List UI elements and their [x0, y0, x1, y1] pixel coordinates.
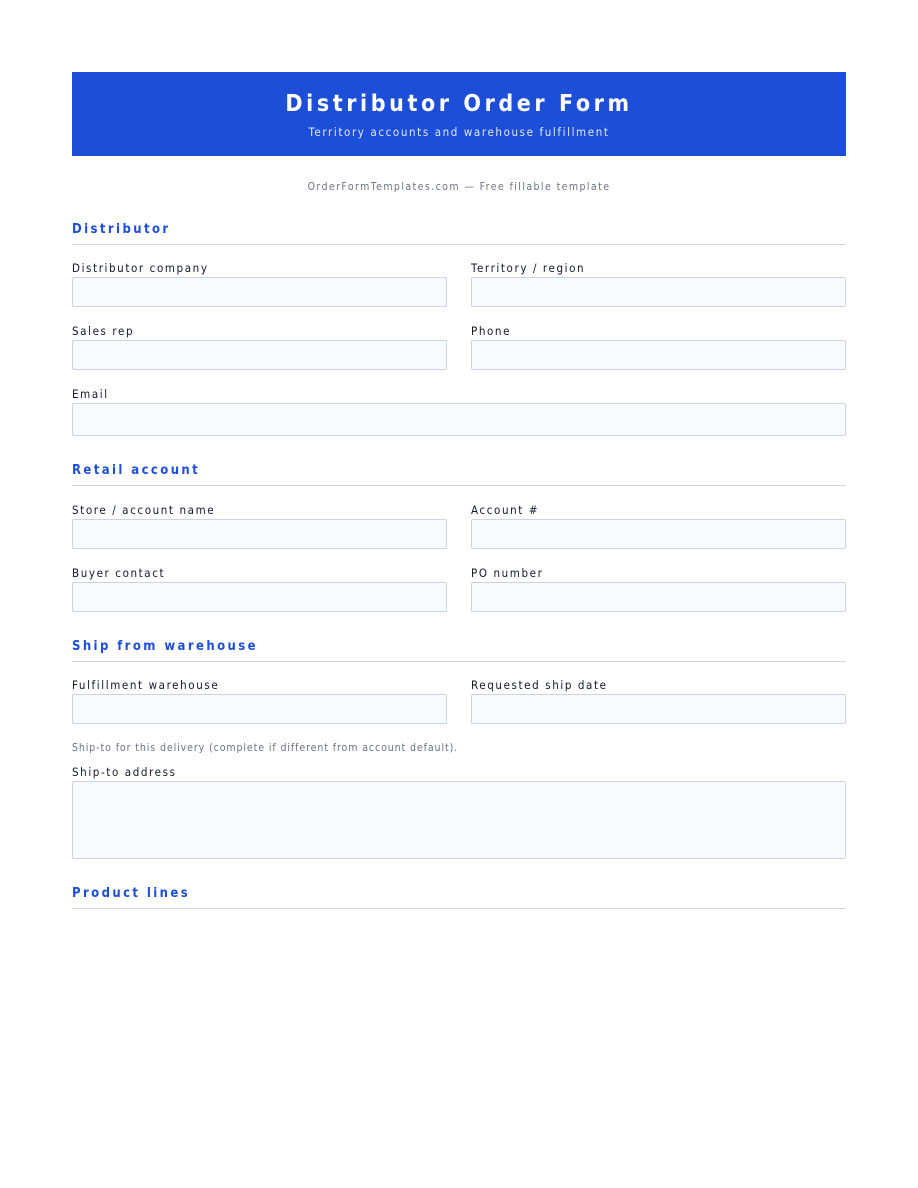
- territory-field[interactable]: [471, 277, 846, 307]
- warehouse-field[interactable]: [72, 694, 447, 724]
- form-title: Distributor Order Form: [285, 91, 633, 117]
- ship-date-label: Requested ship date: [471, 678, 608, 692]
- ship-to-address-field[interactable]: [72, 781, 846, 859]
- section-title-retail-account: Retail account: [72, 463, 846, 486]
- ship-to-note: Ship-to for this delivery (complete if different from account default).: [72, 742, 459, 754]
- ship-to-address-label: Ship-to address: [72, 765, 177, 779]
- po-number-label: PO number: [471, 566, 544, 580]
- email-label: Email: [72, 387, 109, 401]
- distributor-company-field[interactable]: [72, 277, 447, 307]
- sales-rep-field[interactable]: [72, 340, 447, 370]
- section-title-distributor: Distributor: [72, 222, 846, 245]
- form-header: [72, 72, 846, 156]
- phone-field[interactable]: [471, 340, 846, 370]
- account-number-field[interactable]: [471, 519, 846, 549]
- phone-label: Phone: [471, 324, 512, 338]
- section-title-product-lines: Product lines: [72, 886, 846, 909]
- source-line: OrderFormTemplates.com — Free fillable template: [307, 181, 611, 193]
- po-number-field[interactable]: [471, 582, 846, 612]
- section-title-ship-from: Ship from warehouse: [72, 639, 846, 662]
- territory-label: Territory / region: [471, 261, 586, 275]
- email-field[interactable]: [72, 403, 846, 436]
- store-name-field[interactable]: [72, 519, 447, 549]
- buyer-contact-field[interactable]: [72, 582, 447, 612]
- warehouse-label: Fulfillment warehouse: [72, 678, 220, 692]
- sales-rep-label: Sales rep: [72, 324, 135, 338]
- buyer-contact-label: Buyer contact: [72, 566, 166, 580]
- distributor-company-label: Distributor company: [72, 261, 209, 275]
- store-name-label: Store / account name: [72, 503, 216, 517]
- ship-date-field[interactable]: [471, 694, 846, 724]
- account-number-label: Account #: [471, 503, 540, 517]
- form-subtitle: Territory accounts and warehouse fulfillment: [308, 125, 610, 139]
